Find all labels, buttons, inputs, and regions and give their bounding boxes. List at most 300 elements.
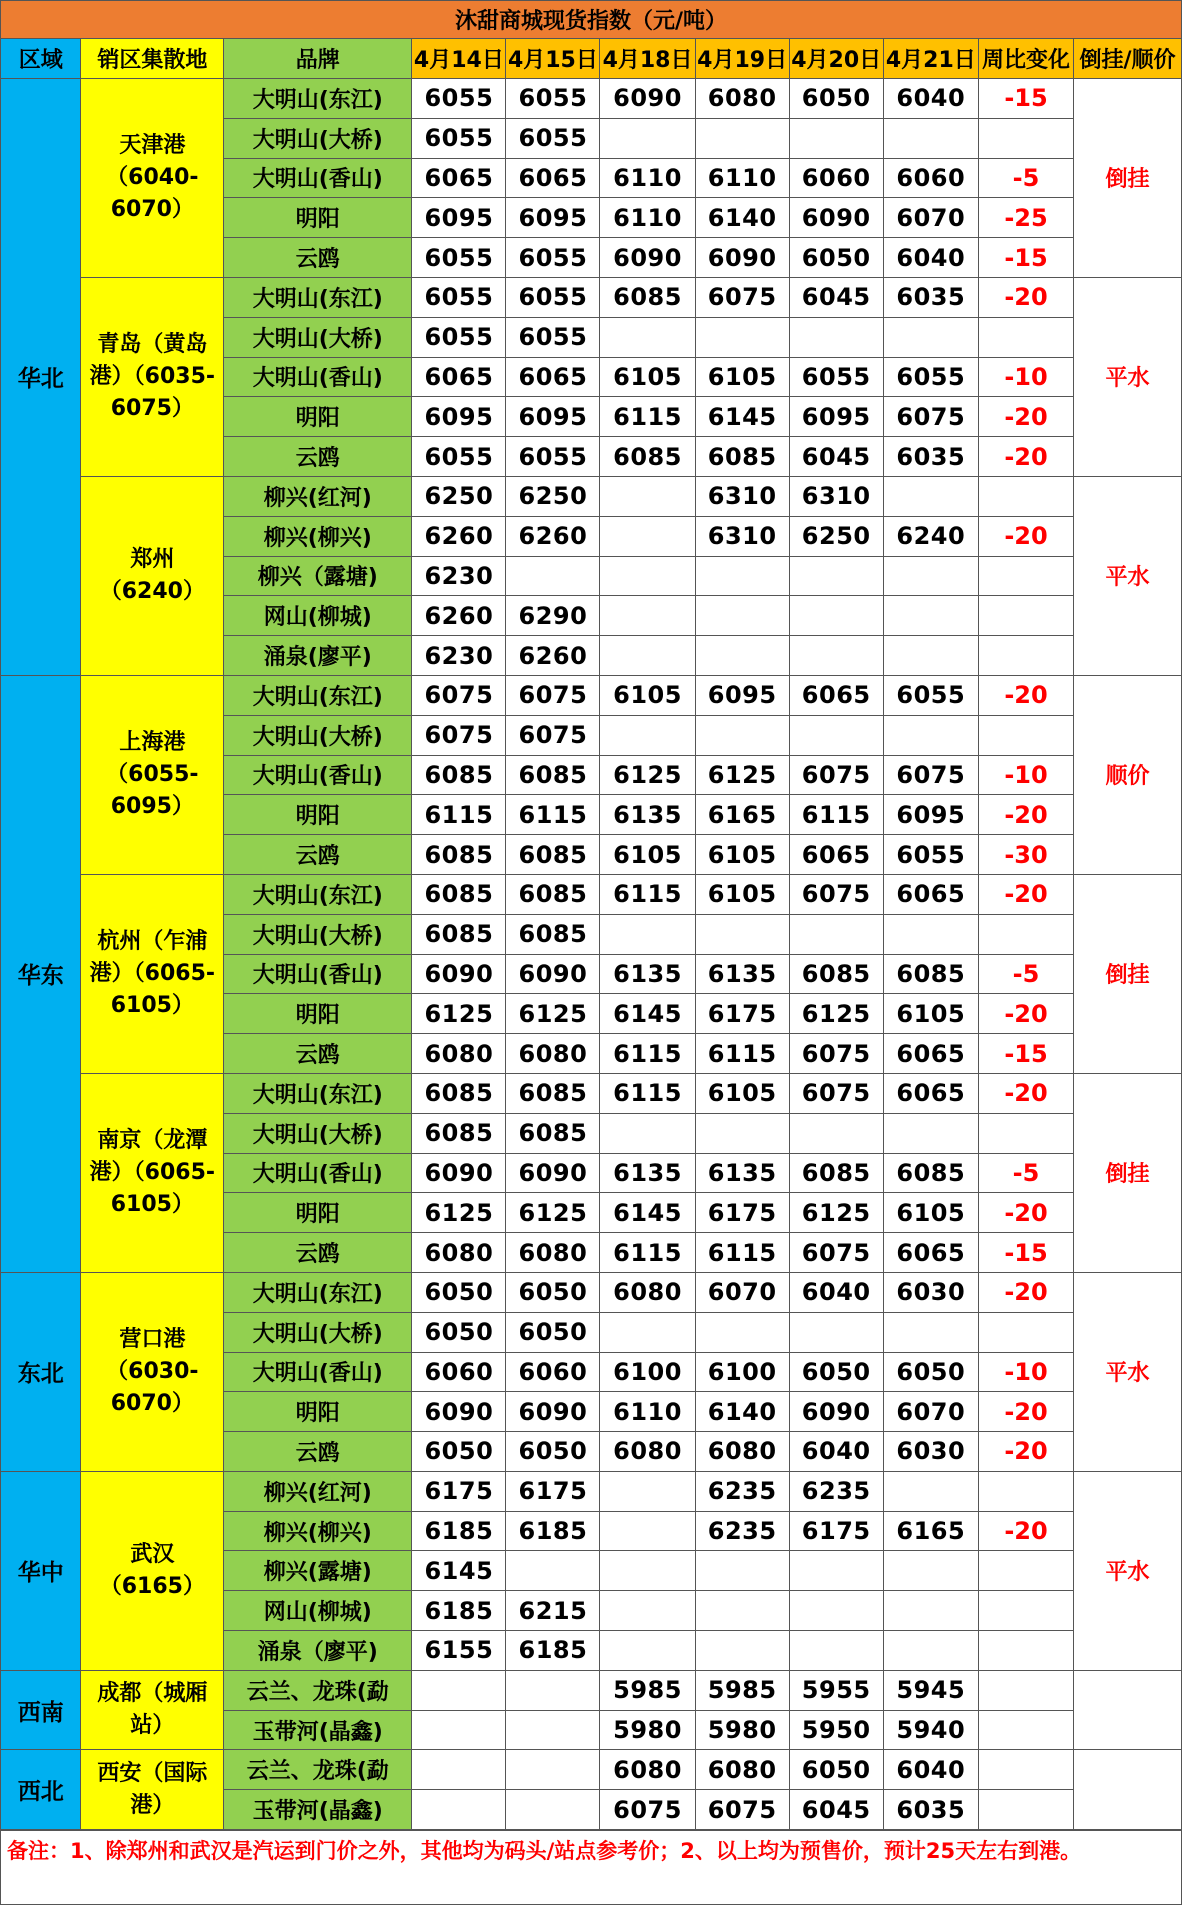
price-cell: 6075 [506, 715, 600, 755]
table-body [1, 1, 1182, 1830]
price-cell [789, 1113, 883, 1153]
price-cell: 6260 [506, 636, 600, 676]
brand-cell: 大明山(大桥) [224, 317, 412, 357]
price-cell: 6085 [789, 1153, 883, 1193]
price-cell [789, 715, 883, 755]
brand-cell: 云鸥 [224, 238, 412, 278]
price-cell: 5945 [883, 1670, 978, 1710]
price-cell: 6055 [412, 238, 506, 278]
price-cell [789, 1551, 883, 1591]
weekly-change-cell: -15 [978, 238, 1073, 278]
price-cell: 6075 [789, 1233, 883, 1273]
hub-cell: 南京（龙潭港）（6065-6105） [81, 1073, 224, 1272]
price-cell [883, 914, 978, 954]
price-cell: 6135 [695, 1153, 789, 1193]
price-cell: 6240 [883, 516, 978, 556]
price-cell: 6075 [506, 675, 600, 715]
price-cell: 6105 [695, 835, 789, 875]
brand-cell: 明阳 [224, 198, 412, 238]
price-cell: 6175 [695, 994, 789, 1034]
price-cell: 6075 [600, 1790, 695, 1830]
price-cell: 6125 [789, 1193, 883, 1233]
status-cell: 平水 [1074, 1471, 1182, 1670]
price-cell: 6080 [695, 79, 789, 119]
brand-cell: 大明山(大桥) [224, 1113, 412, 1153]
brand-cell: 网山(柳城) [224, 1591, 412, 1631]
price-cell [600, 556, 695, 596]
price-cell: 6090 [789, 1392, 883, 1432]
table-row [1, 675, 1182, 715]
brand-cell: 明阳 [224, 795, 412, 835]
table-row [1, 476, 1182, 516]
price-cell: 6250 [412, 476, 506, 516]
price-cell: 6260 [412, 516, 506, 556]
price-cell [883, 476, 978, 516]
price-cell: 6055 [412, 317, 506, 357]
price-cell [506, 1670, 600, 1710]
weekly-change-cell: -25 [978, 198, 1073, 238]
price-cell: 6060 [506, 1352, 600, 1392]
weekly-change-cell [978, 1551, 1073, 1591]
price-cell [600, 118, 695, 158]
price-cell: 6115 [600, 874, 695, 914]
hub-cell: 青岛（黄岛港）（6035-6075） [81, 277, 224, 476]
price-cell: 6110 [695, 158, 789, 198]
brand-cell: 云鸥 [224, 1432, 412, 1472]
weekly-change-cell [978, 118, 1073, 158]
price-cell [412, 1670, 506, 1710]
price-cell: 6075 [883, 755, 978, 795]
price-cell [883, 1113, 978, 1153]
weekly-change-cell: -20 [978, 1272, 1073, 1312]
price-cell: 6030 [883, 1432, 978, 1472]
price-cell: 6050 [506, 1312, 600, 1352]
price-cell: 6115 [695, 1233, 789, 1273]
weekly-change-cell: -15 [978, 1034, 1073, 1074]
price-cell: 6085 [506, 835, 600, 875]
price-cell: 6075 [789, 1073, 883, 1113]
table-row [1, 1073, 1182, 1113]
price-cell: 6065 [506, 357, 600, 397]
weekly-change-cell: -20 [978, 1392, 1073, 1432]
price-cell [789, 596, 883, 636]
price-cell [695, 1113, 789, 1153]
weekly-change-cell [978, 1591, 1073, 1631]
price-cell: 6090 [412, 1392, 506, 1432]
weekly-change-cell: -30 [978, 835, 1073, 875]
price-cell: 6065 [883, 874, 978, 914]
brand-cell: 大明山(东江) [224, 675, 412, 715]
price-cell: 6135 [600, 795, 695, 835]
price-cell: 6065 [789, 835, 883, 875]
weekly-change-cell: -20 [978, 994, 1073, 1034]
price-cell: 6065 [883, 1034, 978, 1074]
price-cell: 6135 [600, 954, 695, 994]
price-cell [695, 1591, 789, 1631]
status-cell: 平水 [1074, 476, 1182, 675]
price-cell: 6105 [695, 357, 789, 397]
weekly-change-cell: -20 [978, 795, 1073, 835]
price-cell: 6050 [789, 1352, 883, 1392]
price-cell [600, 914, 695, 954]
brand-cell: 大明山(东江) [224, 277, 412, 317]
header-region: 区域 [1, 39, 81, 79]
brand-cell: 大明山(香山) [224, 357, 412, 397]
header-hub: 销区集散地 [81, 39, 224, 79]
price-cell: 6090 [600, 238, 695, 278]
price-cell: 6095 [695, 675, 789, 715]
header-row [1, 39, 1182, 79]
price-cell: 6090 [789, 198, 883, 238]
header-date: 4月15日 [506, 39, 600, 79]
price-cell [695, 636, 789, 676]
price-cell: 6055 [506, 118, 600, 158]
price-cell: 6080 [412, 1233, 506, 1273]
price-cell: 6055 [412, 118, 506, 158]
price-cell: 6115 [600, 1233, 695, 1273]
price-cell [789, 1631, 883, 1671]
price-cell: 6085 [412, 1073, 506, 1113]
price-cell [883, 596, 978, 636]
weekly-change-cell: -20 [978, 277, 1073, 317]
price-cell: 6085 [506, 1073, 600, 1113]
price-cell: 6095 [506, 198, 600, 238]
price-cell: 6040 [789, 1272, 883, 1312]
price-cell: 6260 [506, 516, 600, 556]
price-cell: 5940 [883, 1710, 978, 1750]
hub-cell: 上海港（6055-6095） [81, 675, 224, 874]
price-cell: 6125 [412, 1193, 506, 1233]
status-cell: 倒挂 [1074, 874, 1182, 1073]
price-cell: 6090 [600, 79, 695, 119]
status-cell: 顺价 [1074, 675, 1182, 874]
price-cell: 6065 [412, 357, 506, 397]
price-cell: 6135 [695, 954, 789, 994]
header-weekly-change: 周比变化 [978, 39, 1073, 79]
brand-cell: 大明山(香山) [224, 158, 412, 198]
region-cell: 西南 [1, 1670, 81, 1750]
price-cell: 6290 [506, 596, 600, 636]
price-cell: 6185 [506, 1631, 600, 1671]
price-cell [883, 1631, 978, 1671]
price-cell: 6075 [412, 675, 506, 715]
price-cell: 5955 [789, 1670, 883, 1710]
footnote: 备注：1、除郑州和武汉是汽运到门价之外，其他均为码头/站点参考价；2、以上均为预售价，预计25天左右到港。 [0, 1830, 1182, 1905]
brand-cell: 大明山(东江) [224, 874, 412, 914]
price-cell: 6095 [789, 397, 883, 437]
price-cell [789, 118, 883, 158]
price-cell: 6080 [695, 1750, 789, 1790]
brand-cell: 云兰、龙珠(勐 [224, 1670, 412, 1710]
price-cell: 6145 [600, 1193, 695, 1233]
price-cell: 6115 [600, 1073, 695, 1113]
brand-cell: 大明山(香山) [224, 1153, 412, 1193]
price-cell: 6125 [789, 994, 883, 1034]
region-cell: 东北 [1, 1272, 81, 1471]
price-cell: 6065 [883, 1233, 978, 1273]
price-cell: 6045 [789, 437, 883, 477]
price-cell: 6035 [883, 277, 978, 317]
price-cell: 6115 [412, 795, 506, 835]
price-cell: 6065 [789, 675, 883, 715]
brand-cell: 柳兴(柳兴) [224, 1511, 412, 1551]
price-cell [695, 715, 789, 755]
hub-cell: 西安（国际港） [81, 1750, 224, 1830]
price-cell [695, 596, 789, 636]
price-cell [695, 1312, 789, 1352]
brand-cell: 柳兴(红河) [224, 1471, 412, 1511]
price-cell: 6230 [412, 636, 506, 676]
price-cell [883, 1551, 978, 1591]
price-cell: 6085 [412, 1113, 506, 1153]
price-cell [695, 1631, 789, 1671]
price-cell: 6085 [506, 914, 600, 954]
weekly-change-cell [978, 1710, 1073, 1750]
brand-cell: 玉带河(晶鑫) [224, 1790, 412, 1830]
price-cell: 6105 [600, 357, 695, 397]
price-cell: 6105 [883, 1193, 978, 1233]
price-cell [883, 636, 978, 676]
price-cell: 6155 [412, 1631, 506, 1671]
weekly-change-cell [978, 914, 1073, 954]
price-cell: 6040 [883, 79, 978, 119]
price-cell: 6085 [506, 1113, 600, 1153]
price-cell [412, 1710, 506, 1750]
price-cell: 6085 [412, 874, 506, 914]
price-cell: 6055 [883, 835, 978, 875]
table-title: 沐甜商城现货指数（元/吨） [1, 1, 1182, 39]
brand-cell: 玉带河(晶鑫) [224, 1710, 412, 1750]
price-cell: 6110 [600, 1392, 695, 1432]
header-date: 4月19日 [695, 39, 789, 79]
price-cell [883, 556, 978, 596]
brand-cell: 大明山(香山) [224, 755, 412, 795]
price-cell: 6115 [789, 795, 883, 835]
price-cell: 6070 [695, 1272, 789, 1312]
weekly-change-cell: -20 [978, 1432, 1073, 1472]
price-cell: 5980 [600, 1710, 695, 1750]
price-cell: 6050 [883, 1352, 978, 1392]
weekly-change-cell [978, 1312, 1073, 1352]
price-cell [506, 1790, 600, 1830]
price-cell: 6110 [600, 198, 695, 238]
price-cell: 6055 [412, 437, 506, 477]
price-cell: 5980 [695, 1710, 789, 1750]
price-cell: 5950 [789, 1710, 883, 1750]
price-cell: 6070 [883, 198, 978, 238]
price-cell: 6050 [789, 1750, 883, 1790]
price-cell: 6185 [506, 1511, 600, 1551]
weekly-change-cell [978, 715, 1073, 755]
price-cell: 6055 [883, 357, 978, 397]
price-cell: 6065 [412, 158, 506, 198]
price-cell: 6070 [883, 1392, 978, 1432]
price-cell: 5985 [600, 1670, 695, 1710]
price-cell [600, 1591, 695, 1631]
price-cell: 6110 [600, 158, 695, 198]
weekly-change-cell: -20 [978, 516, 1073, 556]
price-cell: 6095 [506, 397, 600, 437]
price-cell: 6125 [506, 994, 600, 1034]
status-cell [1074, 1750, 1182, 1830]
price-cell: 6145 [695, 397, 789, 437]
price-cell: 6075 [789, 874, 883, 914]
price-cell: 6310 [695, 516, 789, 556]
header-brand: 品牌 [224, 39, 412, 79]
price-cell: 6165 [695, 795, 789, 835]
header-date: 4月20日 [789, 39, 883, 79]
price-cell: 6085 [600, 277, 695, 317]
price-cell: 6035 [883, 437, 978, 477]
price-cell: 6060 [412, 1352, 506, 1392]
brand-cell: 云鸥 [224, 1034, 412, 1074]
weekly-change-cell: -5 [978, 954, 1073, 994]
price-cell: 6125 [506, 1193, 600, 1233]
brand-cell: 柳兴(露塘) [224, 1551, 412, 1591]
price-cell [695, 1551, 789, 1591]
weekly-change-cell: -20 [978, 874, 1073, 914]
brand-cell: 大明山(大桥) [224, 715, 412, 755]
price-cell [412, 1790, 506, 1830]
status-cell: 平水 [1074, 1272, 1182, 1471]
price-cell: 6125 [695, 755, 789, 795]
brand-cell: 网山(柳城) [224, 596, 412, 636]
price-cell [600, 476, 695, 516]
price-cell: 6105 [600, 835, 695, 875]
price-cell: 6050 [506, 1432, 600, 1472]
price-cell: 6175 [695, 1193, 789, 1233]
price-cell: 6055 [506, 238, 600, 278]
price-cell: 6050 [412, 1312, 506, 1352]
price-cell: 6050 [506, 1272, 600, 1312]
price-cell: 6090 [506, 1392, 600, 1432]
weekly-change-cell [978, 636, 1073, 676]
brand-cell: 云鸥 [224, 437, 412, 477]
price-cell: 6080 [412, 1034, 506, 1074]
price-cell [600, 516, 695, 556]
brand-cell: 云鸥 [224, 1233, 412, 1273]
price-cell: 6235 [695, 1511, 789, 1551]
price-cell: 6085 [506, 874, 600, 914]
header-status: 倒挂/顺价 [1074, 39, 1182, 79]
price-cell: 6115 [600, 397, 695, 437]
weekly-change-cell: -20 [978, 675, 1073, 715]
region-cell: 华东 [1, 675, 81, 1272]
price-cell: 5985 [695, 1670, 789, 1710]
brand-cell: 大明山(大桥) [224, 1312, 412, 1352]
price-cell: 6095 [883, 795, 978, 835]
table-row [1, 874, 1182, 914]
price-cell [600, 1551, 695, 1591]
region-cell: 西北 [1, 1750, 81, 1830]
weekly-change-cell [978, 1750, 1073, 1790]
price-cell: 6045 [789, 277, 883, 317]
price-cell: 6235 [789, 1471, 883, 1511]
price-cell: 6115 [600, 1034, 695, 1074]
status-cell: 倒挂 [1074, 1073, 1182, 1272]
price-cell: 6055 [789, 357, 883, 397]
weekly-change-cell: -10 [978, 1352, 1073, 1392]
region-cell: 华北 [1, 79, 81, 676]
price-cell [695, 118, 789, 158]
price-cell: 6090 [506, 954, 600, 994]
price-cell: 6040 [883, 238, 978, 278]
weekly-change-cell [978, 1113, 1073, 1153]
brand-cell: 明阳 [224, 994, 412, 1034]
price-cell: 6105 [600, 675, 695, 715]
table-row [1, 277, 1182, 317]
price-cell [506, 1551, 600, 1591]
header-date: 4月21日 [883, 39, 978, 79]
price-cell: 6075 [883, 397, 978, 437]
price-cell [506, 1710, 600, 1750]
price-cell [789, 636, 883, 676]
price-cell: 6085 [695, 437, 789, 477]
price-cell: 6060 [883, 158, 978, 198]
brand-cell: 明阳 [224, 397, 412, 437]
price-cell: 6125 [600, 755, 695, 795]
price-cell: 6250 [506, 476, 600, 516]
price-cell: 6235 [695, 1471, 789, 1511]
price-cell: 6035 [883, 1790, 978, 1830]
price-cell [883, 1471, 978, 1511]
price-cell: 6140 [695, 1392, 789, 1432]
weekly-change-cell: -20 [978, 1073, 1073, 1113]
weekly-change-cell: -20 [978, 1511, 1073, 1551]
price-cell: 6080 [600, 1750, 695, 1790]
price-cell [883, 715, 978, 755]
price-cell [506, 556, 600, 596]
price-cell: 6075 [412, 715, 506, 755]
price-cell: 6185 [412, 1591, 506, 1631]
price-cell: 6055 [506, 277, 600, 317]
price-cell [600, 317, 695, 357]
price-cell: 6145 [412, 1551, 506, 1591]
brand-cell: 柳兴(红河) [224, 476, 412, 516]
price-cell [883, 1312, 978, 1352]
brand-cell: 明阳 [224, 1193, 412, 1233]
price-cell: 6085 [789, 954, 883, 994]
table-row [1, 1272, 1182, 1312]
price-cell: 6310 [789, 476, 883, 516]
weekly-change-cell: -10 [978, 755, 1073, 795]
price-cell: 6055 [412, 277, 506, 317]
price-cell: 6055 [506, 317, 600, 357]
price-cell: 6125 [412, 994, 506, 1034]
price-cell: 6105 [883, 994, 978, 1034]
table-row [1, 1750, 1182, 1790]
price-cell: 6085 [883, 1153, 978, 1193]
price-cell [600, 1113, 695, 1153]
price-cell: 6080 [506, 1233, 600, 1273]
price-cell: 6100 [600, 1352, 695, 1392]
brand-cell: 大明山(香山) [224, 1352, 412, 1392]
hub-cell: 杭州（乍浦港）（6065-6105） [81, 874, 224, 1073]
price-cell: 6260 [412, 596, 506, 636]
price-cell: 6030 [883, 1272, 978, 1312]
table-row [1, 1471, 1182, 1511]
hub-cell: 郑州（6240） [81, 476, 224, 675]
price-cell [506, 1750, 600, 1790]
hub-cell: 成都（城厢站） [81, 1670, 224, 1750]
price-cell [789, 914, 883, 954]
brand-cell: 云鸥 [224, 835, 412, 875]
price-cell: 6090 [695, 238, 789, 278]
region-cell: 华中 [1, 1471, 81, 1670]
price-cell [600, 596, 695, 636]
price-cell: 6050 [789, 79, 883, 119]
price-cell: 6065 [506, 158, 600, 198]
